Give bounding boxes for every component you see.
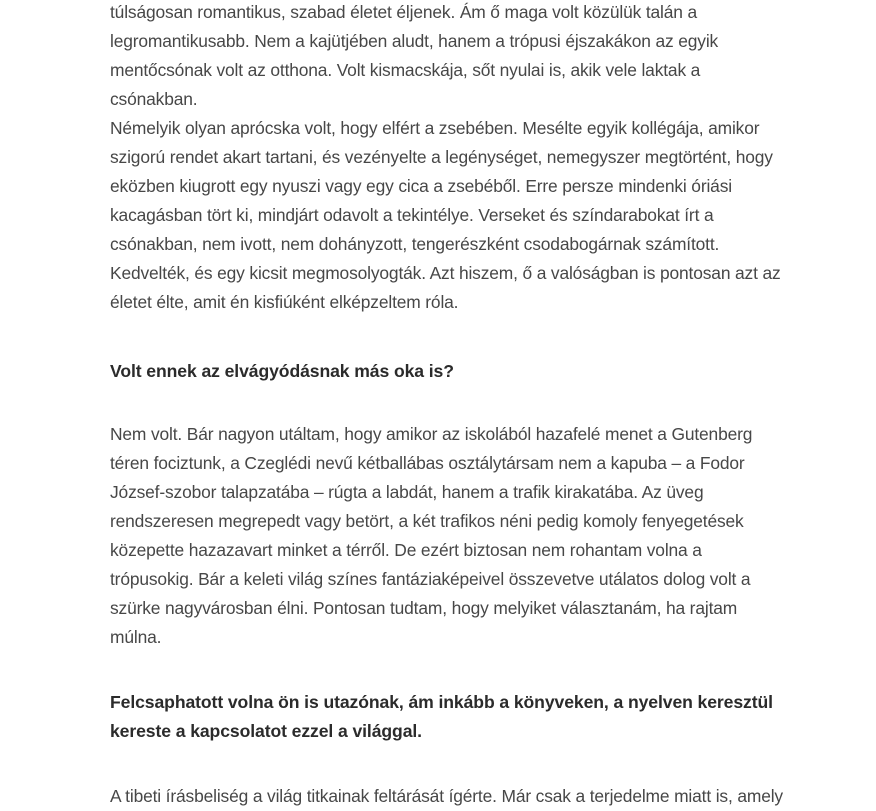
interview-question: Volt ennek az elvágyódásnak más oka is? (110, 361, 454, 381)
answer-paragraph: Nem volt. Bár nagyon utáltam, hogy amikor az iskolából hazafelé menet a Gutenberg téren fociztunk, a Czeglédi nevű kétballábas osztálytársam nem a kapuba – a Fodor József-szobor talapzatába – rúgta a labdát, hanem a trafik kirakatába. Az üveg rendszeresen megrepedt vagy betört, a két trafikos néni pedig komoly fenyegetések közepette hazazavart minket a térről. De ezért biztosan nem rohantam volna a trópusokig. Bár a keleti világ színes fantáziaképeivel összevetve utálatos dolog volt a szürke nagyvárosban élni. Pontosan tudtam, hogy melyiket választanám, ha rajtam múlna. (110, 424, 753, 647)
answer-paragraph: túlságosan romantikus, szabad életet éljenek. Ám ő maga volt közülük talán a legromantikusabb. Nem a kajütjében aludt, hanem a trópusi éjszakákon az egyik mentőcsónak volt az otthona. Volt kismacskája, sőt nyulai is, akik vele laktak a csónakban. Némelyik olyan aprócska volt, hogy elfért a zsebében. Mesélte egyik kollégája, amikor szigorú rendet akart tartani, és vezényelte a legénységet, nemegyszer megtörtént, hogy eközben kiugrott egy nyuszi vagy egy cica a zsebéből. Erre persze mindenki óriási kacagásban tört ki, mindjárt odavolt a tekintélye. Verseket és színdarabokat írt a csónakban, nem ivott, nem dohányzott, tengerészként csodabogárnak számított. Kedvelték, és egy kicsit megmosolyogták. Azt hiszem, ő a valóságban is pontosan azt az életet élte, amit én kisfiúként elképzeltem róla. (110, 2, 781, 312)
interview-question: Felcsaphatott volna ön is utazónak, ám inkább a könyveken, a nyelven keresztül kereste a kapcsolatot ezzel a világgal. (110, 692, 773, 741)
answer-paragraph: A tibeti írásbeliség a világ titkainak feltárását ígérte. Már csak a terjedelme miatt is, amely (110, 786, 783, 806)
article-body (110, 0, 790, 811)
